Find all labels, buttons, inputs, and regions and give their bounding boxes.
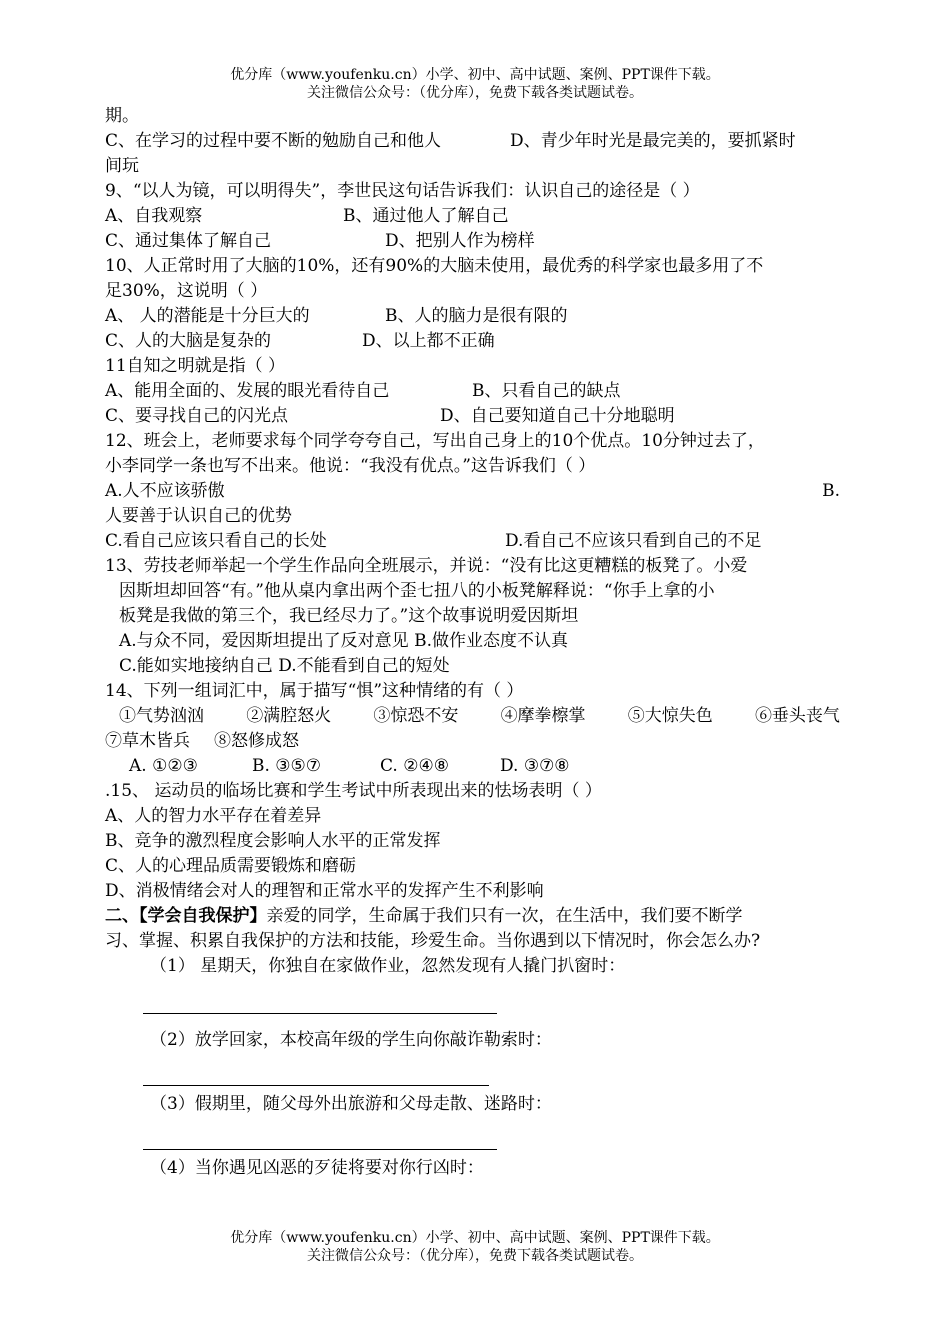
q15-option-b: B、竞争的激烈程度会影响人水平的正常发挥 (105, 831, 441, 851)
section2-prefix: 二、 (105, 906, 139, 926)
q15-option-c: C、人的心理品质需要锻炼和磨砺 (105, 856, 357, 876)
q9-stem: 9、“以人为镜，可以明得失”，李世民这句话告诉我们：认识自己的途径是（ ） (105, 181, 700, 201)
q10-options-ab (105, 304, 840, 329)
q12-options-ab (105, 479, 840, 504)
scenario-2: （2）放学回家，本校高年级的学生向你敲诈勒索时： (150, 1030, 552, 1050)
q15-option-d: D、消极情绪会对人的理智和正常水平的发挥产生不利影响 (105, 881, 544, 901)
q14-word: ⑥垂头丧气 (754, 706, 840, 726)
q9-option-c: C、通过集体了解自己 (105, 231, 272, 251)
section2-heading (105, 904, 840, 929)
q9-option-a: A、自我观察 (105, 206, 203, 226)
q13-options-cd: C.能如实地接纳自己 D.不能看到自己的短处 (119, 656, 450, 676)
page-header (0, 66, 950, 102)
q10-option-c: C、人的大脑是复杂的 (105, 331, 272, 351)
q14-option-a: A. ①②③ (129, 756, 198, 776)
q14-stem: 14、下列一组词汇中，属于描写“惧”这种情绪的有（ ） (105, 681, 524, 701)
q15-stem: .15、 运动员的临场比赛和学生考试中所表现出来的怯场表明（ ） (105, 781, 602, 801)
q12-option-c: C.看自己应该只看自己的长处 (105, 531, 327, 551)
q10-stem-2: 足30%，这说明（ ） (105, 281, 268, 301)
q14-words-row-2 (105, 729, 840, 754)
q14-word: ④摩拳檫掌 (500, 706, 586, 726)
q14-word: ⑧怒修成怒 (214, 731, 299, 751)
q8-tail: 期。 (105, 106, 139, 126)
q11-stem: 11自知之明就是指（ ） (105, 356, 286, 376)
q14-word: ⑤大惊失色 (627, 706, 713, 726)
q12-options-cd (105, 529, 840, 554)
q11-options-cd (105, 404, 840, 429)
scenario-4: （4）当你遇见凶恶的歹徒将要对你行凶时： (150, 1158, 484, 1178)
q9-option-d: D、把别人作为榜样 (385, 231, 535, 251)
q12-option-b-prefix: B. (822, 481, 840, 501)
q8-option-d: D、青少年时光是最完美的，要抓紧时 (510, 131, 796, 151)
q14-word: ②满腔怒火 (246, 706, 332, 726)
q15-option-a: A、人的智力水平存在着差异 (105, 806, 322, 826)
q8-option-d-cont: 间玩 (105, 156, 139, 176)
header-line-1: 优分库（www.youfenku.cn）小学、初中、高中试题、案例、PPT课件下载。 (230, 67, 720, 83)
q14-option-d: D. ③⑦⑧ (500, 756, 570, 776)
q11-options-ab (105, 379, 840, 404)
q10-stem-1: 10、人正常时用了大脑的10%，还有90%的大脑未使用，最优秀的科学家也最多用了不 (105, 256, 764, 276)
q10-option-d: D、以上都不正确 (362, 331, 495, 351)
document-body (105, 104, 840, 1181)
scenario-1: （1） 星期天，你独自在家做作业，忽然发现有人撬门扒窗时： (150, 956, 626, 976)
q12-option-b: 人要善于认识自己的优势 (105, 506, 292, 526)
q14-options (105, 754, 840, 779)
q9-option-b: B、通过他人了解自己 (343, 206, 509, 226)
q14-word: ⑦草木皆兵 (105, 731, 190, 751)
q9-options-ab (105, 204, 840, 229)
q13-options-ab: A.与众不同，爱因斯坦提出了反对意见 B.做作业态度不认真 (119, 631, 568, 651)
q11-option-b: B、只看自己的缺点 (472, 381, 621, 401)
q14-option-c: C. ②④⑧ (380, 756, 449, 776)
q10-option-a: A、 人的潜能是十分巨大的 (105, 306, 310, 326)
page-footer (0, 1229, 950, 1265)
q8-option-c: C、在学习的过程中要不断的勉励自己和他人 (105, 131, 442, 151)
q14-word: ③惊恐不安 (373, 706, 459, 726)
q11-option-d: D、自己要知道自己十分地聪明 (440, 406, 675, 426)
q12-option-d: D.看自己不应该只看到自己的不足 (505, 531, 762, 551)
q11-option-c: C、要寻找自己的闪光点 (105, 406, 289, 426)
q13-stem-3: 板凳是我做的第三个，我已经尽力了。”这个故事说明爱因斯坦 (119, 606, 579, 626)
q13-stem-2: 因斯坦却回答“有。”他从桌内拿出两个歪七扭八的小板凳解释说：“你手上拿的小 (119, 581, 715, 601)
q13-stem-1: 13、劳技老师举起一个学生作品向全班展示，并说：“没有比这更糟糕的板凳了。小爱 (105, 556, 748, 576)
q10-option-b: B、人的脑力是很有限的 (385, 306, 568, 326)
q14-words-row-1 (105, 704, 840, 729)
q11-option-a: A、能用全面的、发展的眼光看待自己 (105, 381, 390, 401)
section2-intro-2: 习、掌握、积累自我保护的方法和技能，珍爱生命。当你遇到以下情况时，你会怎么办? (105, 931, 761, 951)
footer-line-2: 关注微信公众号：（优分库），免费下载各类试题试卷。 (307, 1248, 643, 1264)
q14-option-b: B. ③⑤⑦ (252, 756, 322, 776)
q12-stem-1: 12、班会上，老师要求每个同学夸夸自己，写出自己身上的10个优点。10分钟过去了， (105, 431, 765, 451)
section2-title: 【学会自我保护】 (139, 906, 267, 926)
q12-stem-2: 小李同学一条也写不出来。他说：“我没有优点。”这告诉我们（ ） (105, 456, 596, 476)
q10-options-cd (105, 329, 840, 354)
q12-option-a: A.人不应该骄傲 (105, 481, 225, 501)
q14-word: ①气势汹汹 (119, 706, 204, 726)
q9-options-cd (105, 229, 840, 254)
scenario-3: （3）假期里，随父母外出旅游和父母走散、迷路时： (150, 1094, 552, 1114)
footer-line-1: 优分库（www.youfenku.cn）小学、初中、高中试题、案例、PPT课件下载。 (230, 1230, 720, 1246)
q8-options-cd (105, 129, 840, 154)
header-line-2: 关注微信公众号：（优分库），免费下载各类试题试卷。 (307, 85, 643, 101)
section2-intro-1: 亲爱的同学，生命属于我们只有一次，在生活中，我们要不断学 (266, 906, 743, 926)
